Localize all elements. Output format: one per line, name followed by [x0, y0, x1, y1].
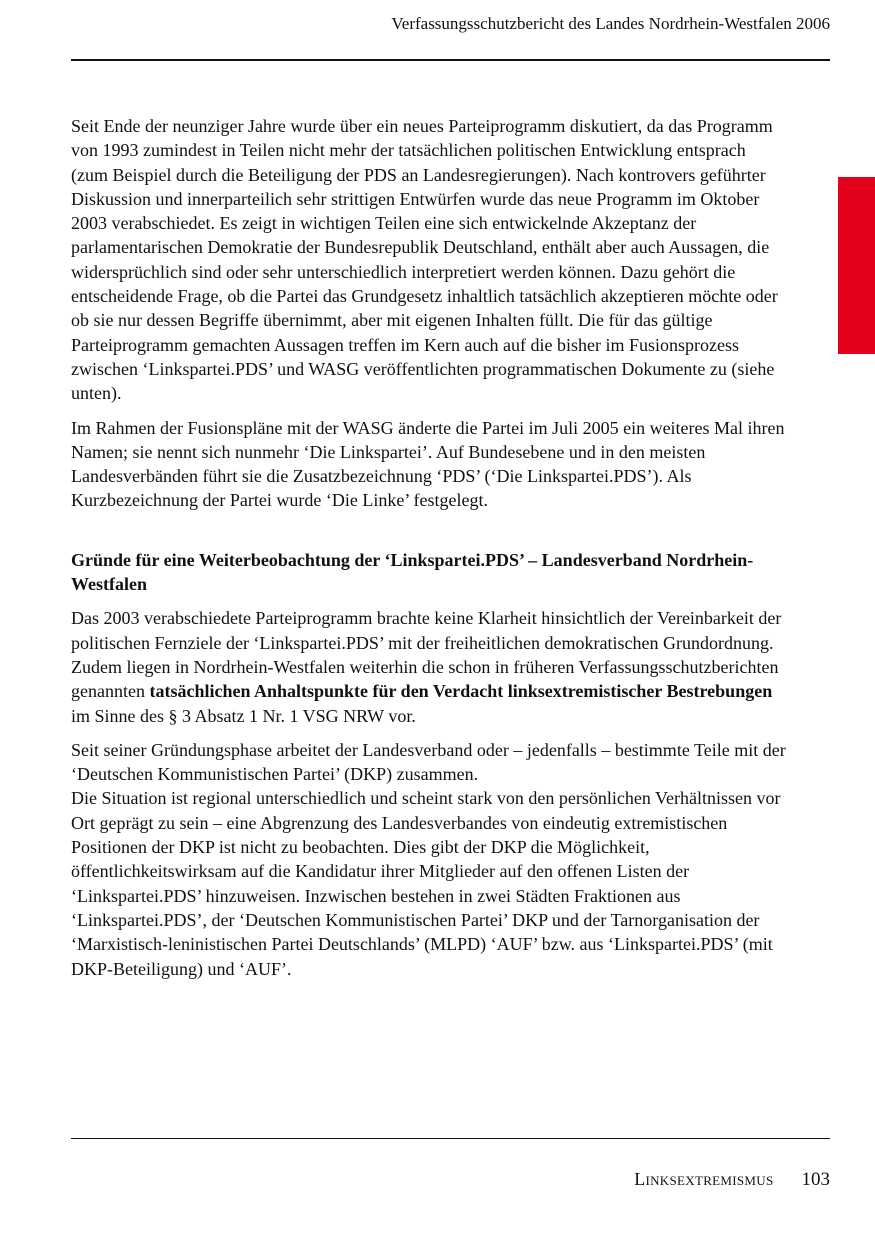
paragraph-program: Seit Ende der neunziger Jahre wurde über ein neues Parteiprogramm diskutiert, da das Programm von 1993 zumindest in Teilen nicht mehr der tatsächlichen politischen Entwicklung entsprach (zum Beispiel durch die Beteiligung der PDS an Landesregierungen). Nach kontrovers geführter Diskussion und innerparteilich sehr strittigen Entwürfen wurde das neue Programm im Oktober 2003 verabschiedet. Es zeigt in wichtigen Teilen eine sich entwickelnde Akzeptanz der parlamentarischen Demokratie der Bundesrepublik Deutschland, enthält aber auch Aussagen, die widersprüchlich sind oder sehr unterschiedlich interpretiert werden können. Dazu gehört die entscheidende Frage, ob die Partei das Grundgesetz inhaltlich tatsächlich akzeptieren möchte oder ob sie nur dessen Begriffe übernimmt, aber mit eigenen Inhalten füllt. Die für das gültige Parteiprogramm gemachten Aussagen treffen im Kern auch auf die bisher im Fusionsprozess zwischen ‘Linkspartei.PDS’ und WASG veröffentlichten programmatischen Dokumente zu (siehe unten).	[71, 116, 778, 404]
running-footer	[71, 1167, 830, 1192]
page-body	[71, 114, 787, 991]
section-heading: Gründe für eine Weiterbeobachtung der ‘Linkspartei.PDS’ – Landesverband Nordrhein-Westfalen	[71, 549, 754, 595]
page-number: 103	[801, 1169, 830, 1190]
footer-rule	[71, 1138, 830, 1139]
paragraph-reasons-text-1: Das 2003 verabschiedete Parteiprogramm brachte keine Klarheit hinsichtlich der Vereinbarkeit der politischen Fernziele der ‘Linkspartei.PDS’ mit der freiheitlichen demokratischen Grundordnung. Zudem liegen in Nordrhein-Westfalen weiterhin die schon in früheren Verfassungsschutzberichten genannten	[71, 608, 782, 702]
paragraph-reasons-bold: tatsächlichen Anhaltspunkte für den Verdacht linksextremistischer Bestrebungen	[149, 681, 773, 702]
header-rule	[71, 59, 830, 61]
paragraph-reasons-text-2: im Sinne des § 3 Absatz 1 Nr. 1 VSG NRW vor.	[71, 705, 416, 726]
running-header	[71, 13, 830, 35]
paragraph-reasons	[71, 606, 787, 727]
running-title: Verfassungsschutzbericht des Landes Nordrhein-Westfalen 2006	[391, 14, 830, 33]
paragraph-dkp-line-2: Die Situation ist regional unterschiedlich und scheint stark von den persönlichen Verhältnissen vor Ort geprägt zu sein – eine Abgrenzung des Landesverbandes von eindeutig extremistischen Positionen der DKP ist nicht zu beobachten. Dies gibt der DKP die Möglichkeit, öffentlichkeitswirksam auf die Kandidatur ihrer Mitglieder auf den offenen Listen der ‘Linkspartei.PDS’ hinzuweisen. Inzwischen bestehen in zwei Städten Fraktionen aus ‘Linkspartei.PDS’, der ‘Deutschen Kommunistischen Partei’ DKP und der Tarnorganisation der ‘Marxistisch-leninistischen Partei Deutschlands’ (MLPD) ‘AUF’ bzw. aus ‘Linkspartei.PDS’ (mit DKP-Beteiligung) und ‘AUF’.	[71, 788, 781, 979]
paragraph-dkp-cooperation	[71, 738, 787, 981]
paragraph-name-change: Im Rahmen der Fusionspläne mit der WASG änderte die Partei im Juli 2005 ein weiteres Mal ihren Namen; sie nennt sich nunmehr ‘Die Linkspartei’. Auf Bundesebene und in den meisten Landesverbänden führt sie die Zusatzbezeichnung ‘PDS’ (‘Die Linkspartei.PDS’). Als Kurzbezeichnung der Partei wurde ‘Die Linke’ festgelegt.	[71, 417, 785, 511]
paragraph-dkp-line-1: Seit seiner Gründungsphase arbeitet der Landesverband oder – jedenfalls – bestimmte Teile mit der ‘Deutschen Kommunistischen Partei’ (DKP) zusammen.	[71, 739, 786, 785]
footer-section-name: Linksextremismus	[634, 1169, 774, 1189]
chapter-side-tab	[838, 177, 875, 354]
